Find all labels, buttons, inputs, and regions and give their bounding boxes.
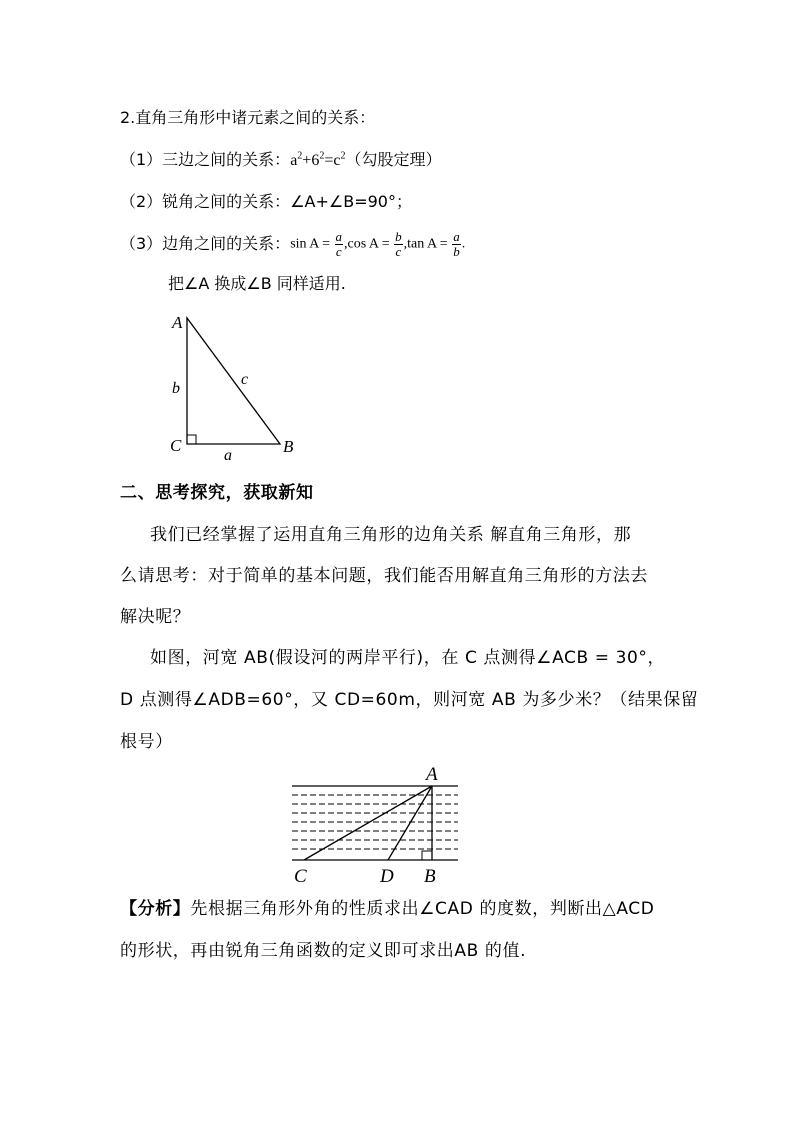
- relation-sides-angles-label: （3）边角之间的关系：: [120, 234, 291, 253]
- trig-formula: sin A = $\frac{a}{c}$ ,cos A = $\frac{b}{c}$ ,tan A = $\frac{a}{b}$ .: [290, 228, 466, 259]
- vertex-A: A: [172, 313, 183, 332]
- right-triangle-diagram: [160, 308, 310, 468]
- vertex-B: B: [283, 437, 294, 456]
- para1-line1: 我们已经掌握了运用直角三角形的边角关系 解直角三角形，那: [150, 525, 632, 545]
- para2-line2: D 点测得∠ADB=60°，又 CD=60m，则河宽 AB 为多少米？（结果保留: [120, 690, 699, 710]
- section2-heading: 二、思考探究，获取新知: [120, 483, 314, 503]
- side-b: b: [172, 380, 180, 397]
- analysis-line2: 的形状，再由锐角三角函数的定义即可求出AB 的值.: [120, 941, 527, 961]
- analysis-tag: 【分析】: [120, 899, 191, 919]
- vertex-C: C: [170, 436, 182, 455]
- para1-line2: 么请思考：对于简单的基本问题，我们能否用解直角三角形的方法去: [120, 566, 648, 586]
- para1-line3: 解决呢？: [120, 607, 191, 627]
- river-water-lines: [292, 795, 458, 849]
- point-A: A: [426, 764, 438, 785]
- river-diagram: [286, 762, 466, 887]
- point-D: D: [380, 866, 394, 887]
- point-C: C: [294, 866, 307, 887]
- relation-sides: [120, 150, 441, 171]
- analysis-line1: [120, 898, 654, 920]
- side-c: c: [241, 371, 249, 388]
- right-angle-mark-B: [422, 851, 432, 860]
- relation-angles: [120, 192, 412, 212]
- point-B: B: [424, 866, 436, 887]
- analysis-text-1: 先根据三角形外角的性质求出∠CAD 的度数，判断出△ACD: [190, 899, 655, 919]
- pythagoras-formula: $a^2+6^2=c^2$: [290, 150, 346, 169]
- triangle-shape: [187, 318, 280, 444]
- para2-line3: 根号）: [120, 732, 173, 752]
- relation-angles-label: （2）锐角之间的关系：: [120, 192, 291, 211]
- relation-sides-label: （1）三边之间的关系：: [120, 150, 291, 169]
- relation-sides-angles: [120, 226, 465, 262]
- side-a: a: [224, 447, 232, 464]
- angle-sum-formula: ∠A+∠B=90°；: [290, 192, 412, 211]
- para2-line1: 如图，河宽 AB(假设河的两岸平行)，在 C 点测得∠ACB = 30°，: [150, 648, 666, 668]
- angle-note: 把∠A 换成∠B 同样适用.: [168, 274, 346, 293]
- section-title: 2.直角三角形中诸元素之间的关系：: [120, 108, 376, 127]
- right-angle-mark: [187, 435, 196, 444]
- pythagoras-note: （勾股定理）: [345, 150, 442, 169]
